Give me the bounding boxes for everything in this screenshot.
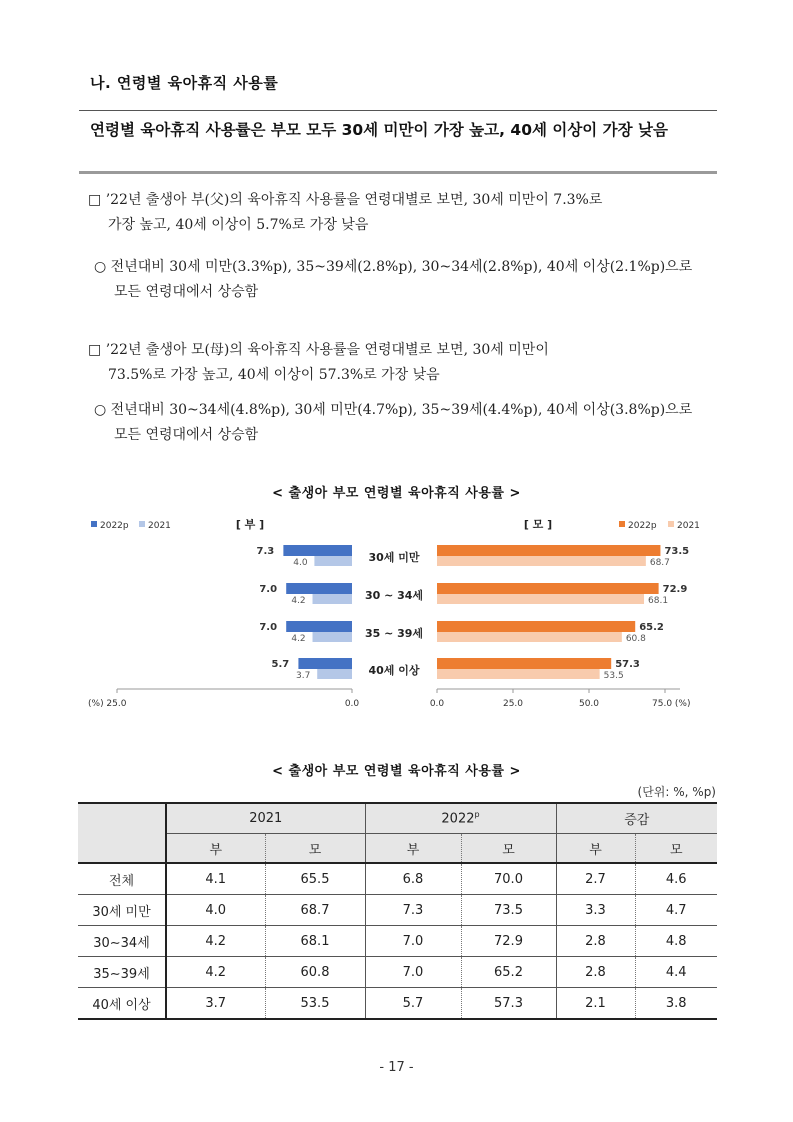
legend-label: 2022p xyxy=(100,521,129,531)
circle-bullet-icon: ○ xyxy=(94,402,107,418)
row-label: 30세 미만 xyxy=(78,895,166,926)
table-title: < 출생아 부모 연령별 육아휴직 사용률 > xyxy=(272,764,521,779)
bar-father-2021 xyxy=(313,594,352,604)
header-father: 부 xyxy=(365,834,461,864)
square-bullet-icon: □ xyxy=(88,342,102,358)
table-cell: 2.8 xyxy=(556,957,635,988)
panel-label-father: [ 부 ] xyxy=(235,518,265,531)
bar-father-2022 xyxy=(286,583,352,594)
bar-father-2021 xyxy=(314,556,352,566)
bar-mother-2021 xyxy=(437,556,646,566)
header-father: 부 xyxy=(556,834,635,864)
data-label: 73.5 xyxy=(664,546,690,557)
paragraph-text: 전년대비 30~34세(4.8%p), 30세 미만(4.7%p), 35~39세(4.4%p), 40세 이상(3.8%p)으로 xyxy=(110,402,693,418)
table-cell: 4.8 xyxy=(665,933,687,949)
legend-label: 2021 xyxy=(677,521,700,531)
table-row xyxy=(78,895,717,926)
data-label: 7.3 xyxy=(256,546,275,557)
circle-bullet-icon: ○ xyxy=(94,259,107,275)
table-cell: 68.7 xyxy=(265,895,365,926)
table-cell: 68.1 xyxy=(265,926,365,957)
header-mother: 모 xyxy=(635,834,717,864)
header-mother: 모 xyxy=(265,834,365,864)
bar-father-2022 xyxy=(286,621,352,632)
tick-label: 0.0 xyxy=(429,699,445,709)
bar-father-2022 xyxy=(298,658,352,669)
data-label: 4.2 xyxy=(291,634,306,644)
table-cell: 2.1 xyxy=(556,988,635,1020)
table-cell: 57.3 xyxy=(461,988,556,1020)
table-cell: 4.4 xyxy=(665,964,687,980)
legend-label: 2022p xyxy=(628,521,657,531)
data-label: 65.2 xyxy=(639,622,664,633)
paragraph-mother-change xyxy=(94,398,718,448)
data-label: 57.3 xyxy=(615,659,640,670)
table-cell: 3.7 xyxy=(166,988,265,1020)
paragraph-text: ’22년 출생아 모(母)의 육아휴직 사용률을 연령대별로 보면, 30세 미만이 xyxy=(105,342,549,358)
table-cell: 4.1 xyxy=(166,863,265,895)
unit-label: (단위: %, %p) xyxy=(637,785,716,799)
table-cell: 6.8 xyxy=(365,863,461,895)
table-cell: 70.0 xyxy=(461,863,556,895)
data-label: 60.8 xyxy=(625,634,646,644)
row-label: 40세 이상 xyxy=(78,988,166,1020)
data-label: 4.0 xyxy=(293,558,308,568)
table-cell: 72.9 xyxy=(461,926,556,957)
data-table xyxy=(78,802,717,1020)
bar-father-2022 xyxy=(283,545,352,556)
row-label: 30∼34세 xyxy=(78,926,166,957)
bar-mother-2021 xyxy=(437,632,622,642)
data-label: 53.5 xyxy=(603,671,624,681)
tick-label: (%) 25.0 xyxy=(88,699,127,709)
table-cell: 53.5 xyxy=(265,988,365,1020)
legend-swatch xyxy=(668,521,674,527)
tick-label: 75.0 (%) xyxy=(652,699,691,709)
data-label: 68.1 xyxy=(648,596,669,606)
data-label: 3.7 xyxy=(296,671,311,681)
section-title: 나. 연령별 육아휴직 사용률 xyxy=(90,74,279,92)
data-label: 7.0 xyxy=(259,622,278,633)
data-label: 72.9 xyxy=(662,584,688,595)
page-number: - 17 - xyxy=(379,1060,414,1075)
summary-box xyxy=(79,110,717,174)
table-cell: 7.3 xyxy=(365,895,461,926)
table-row xyxy=(78,988,717,1020)
bar-mother-2022 xyxy=(437,658,611,669)
paragraph-father-summary xyxy=(88,188,718,238)
tick-label: 0.0 xyxy=(344,699,360,709)
table-cell: 4.2 xyxy=(166,926,265,957)
data-label: 4.2 xyxy=(291,596,306,606)
header-mother: 모 xyxy=(461,834,556,864)
table-cell: 65.5 xyxy=(265,863,365,895)
category-label: 30 ~ 34세 xyxy=(364,589,424,602)
data-label: 68.7 xyxy=(649,558,670,568)
table-cell: 3.3 xyxy=(556,895,635,926)
table-row xyxy=(78,863,717,895)
table-cell: 2.7 xyxy=(556,863,635,895)
table-cell: 7.0 xyxy=(365,926,461,957)
table-cell: 65.2 xyxy=(461,957,556,988)
table-cell: 4.7 xyxy=(665,902,687,918)
table-cell: 5.7 xyxy=(365,988,461,1020)
row-label: 전체 xyxy=(78,863,166,895)
legend-swatch xyxy=(619,521,625,527)
chart-title: < 출생아 부모 연령별 육아휴직 사용률 > xyxy=(272,486,521,501)
header-father: 부 xyxy=(166,834,265,864)
category-label: 40세 이상 xyxy=(368,664,420,677)
table-cell: 4.0 xyxy=(166,895,265,926)
row-label: 35∼39세 xyxy=(78,957,166,988)
table-row xyxy=(78,957,717,988)
table-cell: 73.5 xyxy=(461,895,556,926)
legend-swatch xyxy=(91,521,97,527)
paragraph-mother-summary xyxy=(88,338,718,388)
bar-mother-2022 xyxy=(437,583,659,594)
paragraph-text: 73.5%로 가장 높고, 40세 이상이 57.3%로 가장 낮음 xyxy=(108,367,440,383)
bar-father-2021 xyxy=(313,632,352,642)
table-row xyxy=(78,926,717,957)
header-2021: 2021 xyxy=(166,803,365,834)
paragraph-text: ’22년 출생아 부(父)의 육아휴직 사용률을 연령대별로 보면, 30세 미만이 7.3%로 xyxy=(105,192,603,208)
category-label: 35 ~ 39세 xyxy=(364,627,424,640)
table-cell: 4.2 xyxy=(166,957,265,988)
data-label: 5.7 xyxy=(271,659,290,670)
paragraph-text: 모든 연령대에서 상승함 xyxy=(114,427,259,443)
paragraph-father-change xyxy=(94,255,718,305)
square-bullet-icon: □ xyxy=(88,192,102,208)
corner-cell xyxy=(78,803,166,863)
legend-label: 2021 xyxy=(148,521,171,531)
table-cell: 60.8 xyxy=(265,957,365,988)
header-2022: 2022$^p$ xyxy=(365,803,556,834)
table-cell: 3.8 xyxy=(665,995,687,1011)
parental-leave-chart xyxy=(0,505,793,720)
tick-label: 25.0 xyxy=(502,699,524,709)
bar-mother-2022 xyxy=(437,545,660,556)
data-label: 7.0 xyxy=(259,584,278,595)
bar-mother-2022 xyxy=(437,621,635,632)
paragraph-text: 전년대비 30세 미만(3.3%p), 35~39세(2.8%p), 30~34세(2.8%p), 40세 이상(2.1%p)으로 xyxy=(110,259,693,275)
legend-swatch xyxy=(139,521,145,527)
panel-label-mother: [ 모 ] xyxy=(523,518,553,531)
table-cell: 4.6 xyxy=(665,871,687,887)
bar-father-2021 xyxy=(317,669,352,679)
paragraph-text: 모든 연령대에서 상승함 xyxy=(114,284,259,300)
header-change: 증감 xyxy=(556,803,717,834)
paragraph-text: 가장 높고, 40세 이상이 5.7%로 가장 낮음 xyxy=(108,217,369,233)
bar-mother-2021 xyxy=(437,669,600,679)
summary-text: 연령별 육아휴직 사용률은 부모 모두 30세 미만이 가장 높고, 40세 이상이 가장 낮음 xyxy=(90,121,668,139)
table-cell: 7.0 xyxy=(365,957,461,988)
table-cell: 2.8 xyxy=(556,926,635,957)
tick-label: 50.0 xyxy=(578,699,600,709)
bar-mother-2021 xyxy=(437,594,644,604)
category-label: 30세 미만 xyxy=(368,551,420,564)
